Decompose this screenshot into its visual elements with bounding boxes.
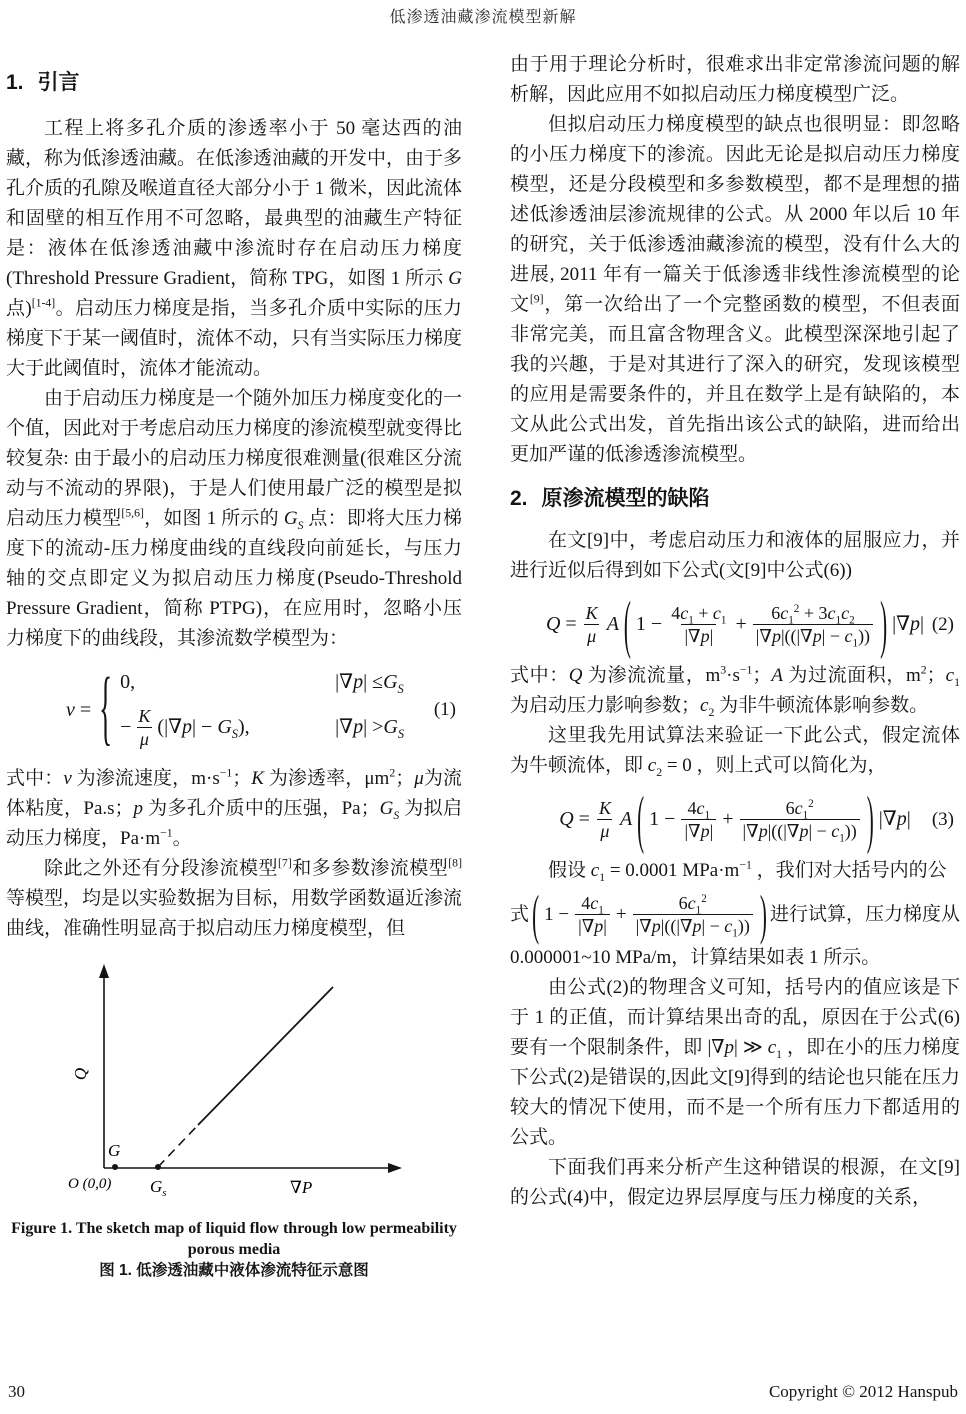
y-axis-arrowhead [99,964,109,978]
y-axis-label: Q [71,1067,90,1081]
one-minus: 1 − [635,613,663,635]
inline-formula-prefix: 式 [510,903,530,925]
fraction-k-over-mu: $\frac{K}{\mu}$ [585,603,598,646]
fraction-k-over-mu: $\frac{K}{\mu}$ [598,798,611,841]
equation-3-number: (3) [931,808,954,830]
paragraph-eq2-legend: 式中：Q 为渗流流量，$m^3\cdot s^{-1}$；A 为过流面积，$m^2$；$c_1$ 为启动压力影响参数；$c_2$ 为非牛顿流体影响参数。 [510,663,960,719]
equation-2-lhs: Q = [545,613,577,635]
big-left-paren: ( [532,883,540,946]
big-right-paren: ) [880,586,888,662]
figure-1-plot [40,962,460,1212]
case-2-rest: $(|\nabla p| - G_S)$, [157,716,250,741]
x-axis-label: ∇P [290,1178,313,1197]
case-1-condition: |∇ p | ≤ $G_S$ [335,671,404,696]
section-2-title: 原渗流模型的缺陷 [541,487,710,510]
equation-1-lhs: v = [65,698,92,721]
one-minus: 1 − [649,808,676,830]
gradient-magnitude: |∇p| [878,808,911,830]
inline-formula-suffix: 进行试算，压力梯度从 [769,903,960,925]
equation-1 [6,660,462,754]
equation-1-case-2 [120,705,404,750]
right-column [510,50,960,1213]
equation-1-cases [120,670,404,750]
equation-2 [510,586,960,662]
big-right-paren: ) [759,883,767,946]
big-left-paren: ( [623,586,631,662]
case-2-condition: |∇ p | > $G_S$ [335,716,405,741]
big-left-paren: ( [637,781,645,857]
point-G-label: G [108,1141,121,1160]
section-2-heading [510,486,960,512]
section-2-number: 2. [510,487,528,510]
point-G-marker [112,1164,118,1170]
one-minus: 1 − [544,903,570,925]
solid-flow-line [198,987,333,1125]
figure-1-caption-en-line2: porous media [187,1241,281,1258]
paragraph-ref9-intro: 在文[9]中，考虑启动压力和液体的屈服应力，并进行近似后得到如下公式(文[9]中公式(6)) [510,530,960,581]
paragraph-eq1-legend: 式中：v 为渗流速度，$m\cdot s^{-1}$；K 为渗透率，$\mu m^2$；μ为流体粘度，Pa.s；p 为多孔介质中的压强，Pa；$G_S$ 为拟启动压力梯度，$Pa\cdot m^{-1}$。 [6,766,462,849]
running-head-title: 低渗透油藏渗流模型新解 [389,9,577,26]
paragraph-analysis: 由公式(2)的物理含义可知，括号内的值应该是下于 1 的正值，而计算结果出奇的乱，原因在于公式(6)要有一个限制条件，即 |∇p| ≫ $c_1$ ，即在小的压力梯度下公式(2)是错误的,因此文[9]得到的结论也只能在压力较大的情况下使用，而不是一个所有压力下都适用的公式。 [510,977,960,1148]
point-Gs-marker [155,1164,161,1170]
paragraph-shortcomings: 但拟启动压力梯度模型的缺点也很明显：即忽略的小压力梯度下的渗流。因此无论是拟启动压力梯度模型，还是分段模型和多参数模型，都不是理想的描述低渗透油层渗流规律的公式。从 2000 年以后 10 年的研究，关于低渗透油藏渗流的模型，没有什么大的进展, 2011 年有一篇关于低渗透非线性渗流模型的论文[9]，第一次给出了一个完整函数的模型，不但表面非常完美，而且富含物理含义。此模型深深地引起了我的兴趣，于是对其进行了深入的研究，发现该模型的应用是需要条件的，并且在数学上是有缺陷的，本文从此公式出发，首先指出该公式的缺陷，进而给出更加严谨的低渗透渗流模型。 [510,114,960,465]
fraction-second-term: $\frac{6c_1^2}{|\nabla p|((|\nabla p| - c_1))}$ [633,892,753,937]
paragraph-range: 0.000001~10 MPa/m，计算结果如表 1 所示。 [510,947,881,968]
left-brace: { [99,660,113,754]
plus-sign: + [615,903,627,925]
paragraph-intro-1: 工程上将多孔介质的渗透率小于 50 毫达西的油藏，称为低渗透油藏。在低渗透油藏的开发中，由于多孔介质的孔隙及喉道直径大部分小于 1 微米，因此流体和固壁的相互作用不可忽略，最典型的油藏生产特征是：液体在低渗透油藏中渗流时存在启动压力梯度(Threshold Pressure Gradient，简称 TPG，如图 1 所示 G 点)[1-4]。启动压力梯度是指，当多孔介质中实际的压力梯度下于某一阈值时，流体不动，只有当实际压力梯度大于此阈值时，流体才能流动。 [6,118,463,379]
case-1-expression: 0, [120,671,136,693]
paragraph-trial-method: 这里我先用试算法来验证一下此公式，假定流体为牛顿流体，即 $c_2 = 0$ ，则上式可以简化为， [510,725,960,779]
section-1-number: 1. [6,71,24,94]
minus-sign: − [120,716,132,738]
section-1-heading [6,70,462,96]
equation-2-number: (2) [931,613,954,635]
fraction-startup-term: $\frac{4c_1 + c_1}{|\nabla p|}$ [671,603,727,646]
fraction-k-over-mu: $\frac{K}{\mu}$ [138,706,151,749]
plus-sign: + [735,613,747,635]
inline-formula-line [510,883,960,946]
fraction-startup-term: $\frac{4c_1}{|\nabla p|}$ [575,892,610,937]
paragraph-other-models: 除此之外还有分段渗流模型[7]和多参数渗流模型[8]等模型，均是以实验数据为目标，用数学函数逼近渗流曲线，准确性明显高于拟启动压力梯度模型，但 [6,856,463,939]
case-2-expression [120,705,335,750]
paragraph-root-cause: 下面我们再来分析产生这种错误的根源，在文[9]的公式(4)中，假定边界层厚度与压力梯度的关系， [510,1157,960,1208]
x-axis-arrowhead [388,1163,402,1173]
page-number: 30 [8,1382,25,1401]
paragraph-continuation: 由于用于理论分析时，很难求出非定常渗流问题的解析解，因此应用不如拟启动压力梯度模型广泛。 [510,54,960,105]
area-symbol: A [619,808,633,830]
figure-1 [6,962,462,1281]
origin-label: O (0,0) [68,1176,112,1192]
left-column [6,58,462,1281]
big-right-paren: ) [866,781,874,857]
plus-sign: + [722,808,734,830]
figure-1-caption-zh: 图 1. 低渗透油藏中液体渗流特征示意图 [99,1262,369,1279]
paragraph-intro-2: 由于启动压力梯度是一个随外加压力梯度变化的一个值，因此对于考虑启动压力梯度的渗流模型就变得比较复杂: 由于最小的启动压力梯度很难测量(很难区分流动与不流动的界限)，于是人们使用最广泛的模型是拟启动压力模型[5,6]，如图 1 所示的 $G_S$ 点：即将大压力梯度下的流动-压力梯度曲线的直线段向前延长，与压力轴的交点即定义为拟启动压力梯度(Pseudo-Threshold Pressure Gradient，简称 PTPG)，在应用时，忽略小压力梯度下的曲线段，其渗流数学模型为： [6,388,463,649]
fraction-second-term: $\frac{6c_1^2}{|\nabla p|((|\nabla p| - c_1))}$ [740,797,860,842]
dashed-extrapolation-line [158,1125,198,1167]
equation-3-lhs: Q = [559,808,590,830]
figure-1-caption-en [6,1218,462,1260]
inline-formula-body [529,883,770,946]
gradient-magnitude: |∇p| [892,613,925,635]
copyright-notice: Copyright © 2012 Hanspub [768,1382,958,1401]
paragraph-assumption: 假设 $c_1 = 0.0001$ $MPa\cdot m^{-1}$ ，我们对大括号内的公 [548,858,947,884]
section-1-title: 引言 [37,71,80,94]
fraction-startup-term: $\frac{4c_1}{|\nabla p|}$ [681,797,716,842]
equation-1-case-1 [120,670,404,695]
figure-1-caption-en-line1: Figure 1. The sketch map of liquid flow through low permeability [11,1220,457,1237]
area-symbol: A [606,613,619,635]
point-Gs-label: $G_s$ [150,1177,167,1199]
equation-3 [510,781,960,857]
fraction-second-term: $\frac{6c_1^2 + 3c_1c_2}{|\nabla p|((|\nabla p| - c_1))}$ [753,602,873,647]
equation-1-number: (1) [433,699,456,721]
